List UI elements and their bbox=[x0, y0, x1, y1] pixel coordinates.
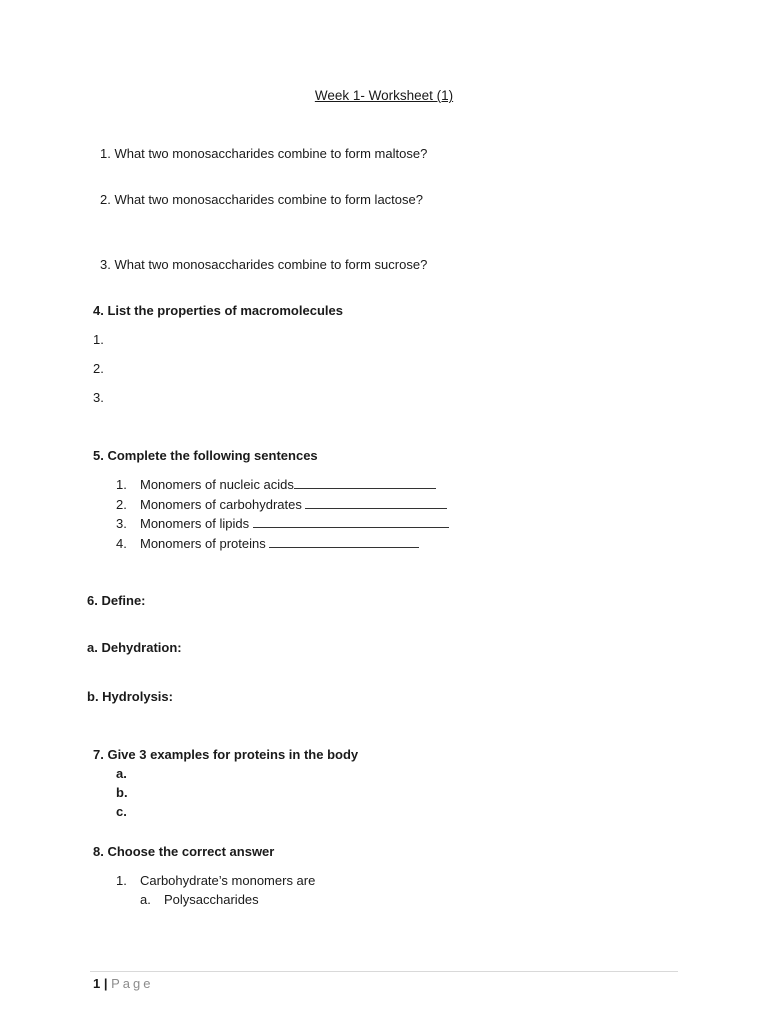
list-number: 1. bbox=[116, 477, 127, 492]
sentence-text: Monomers of lipids bbox=[140, 516, 253, 531]
question-1: 1. What two monosaccharides combine to form maltose? bbox=[100, 146, 428, 161]
fill-blank[interactable] bbox=[305, 496, 447, 509]
sentence-text: Monomers of nucleic acids bbox=[140, 477, 294, 492]
page-label: Page bbox=[111, 976, 154, 991]
question-3: 3. What two monosaccharides combine to form sucrose? bbox=[100, 257, 428, 272]
mcq-question-text: Carbohydrate’s monomers are bbox=[140, 873, 316, 888]
list-number: 3. bbox=[116, 516, 127, 531]
footer-separator: | bbox=[103, 976, 108, 991]
define-dehydration: a. Dehydration: bbox=[87, 640, 182, 655]
sentence-text: Monomers of carbohydrates bbox=[140, 497, 306, 512]
option-letter: a. bbox=[140, 892, 151, 907]
fill-blank[interactable] bbox=[269, 535, 419, 548]
mcq-option bbox=[140, 892, 259, 908]
define-hydrolysis: b. Hydrolysis: bbox=[87, 689, 173, 704]
list-item: a. bbox=[116, 766, 127, 781]
question-6-heading: 6. Define: bbox=[87, 593, 146, 608]
page-number: 1 bbox=[93, 976, 101, 991]
question-4-heading: 4. List the properties of macromolecules bbox=[93, 303, 343, 318]
question-5-heading: 5. Complete the following sentences bbox=[93, 448, 318, 463]
sentence-item bbox=[116, 515, 449, 532]
option-text: Polysaccharides bbox=[164, 892, 259, 907]
sentence-text: Monomers of proteins bbox=[140, 536, 270, 551]
list-number: 4. bbox=[116, 536, 127, 551]
page-title: Week 1- Worksheet (1) bbox=[314, 88, 454, 103]
page-footer bbox=[93, 976, 154, 992]
sentence-item bbox=[116, 496, 447, 513]
fill-blank[interactable] bbox=[294, 476, 436, 489]
sentence-item bbox=[116, 535, 419, 552]
question-8-heading: 8. Choose the correct answer bbox=[93, 844, 275, 859]
sentence-item bbox=[116, 476, 436, 493]
fill-blank[interactable] bbox=[253, 515, 449, 528]
question-2: 2. What two monosaccharides combine to form lactose? bbox=[100, 192, 423, 207]
list-number: 2. bbox=[116, 497, 127, 512]
list-item: 2. bbox=[93, 361, 104, 376]
question-7-heading: 7. Give 3 examples for proteins in the body bbox=[93, 747, 359, 762]
list-number: 1. bbox=[116, 873, 127, 888]
list-item: 3. bbox=[93, 390, 104, 405]
list-item: 1. bbox=[93, 332, 104, 347]
footer-divider bbox=[90, 971, 678, 972]
list-item: b. bbox=[116, 785, 128, 800]
list-item: c. bbox=[116, 804, 127, 819]
mcq-question bbox=[116, 873, 315, 889]
